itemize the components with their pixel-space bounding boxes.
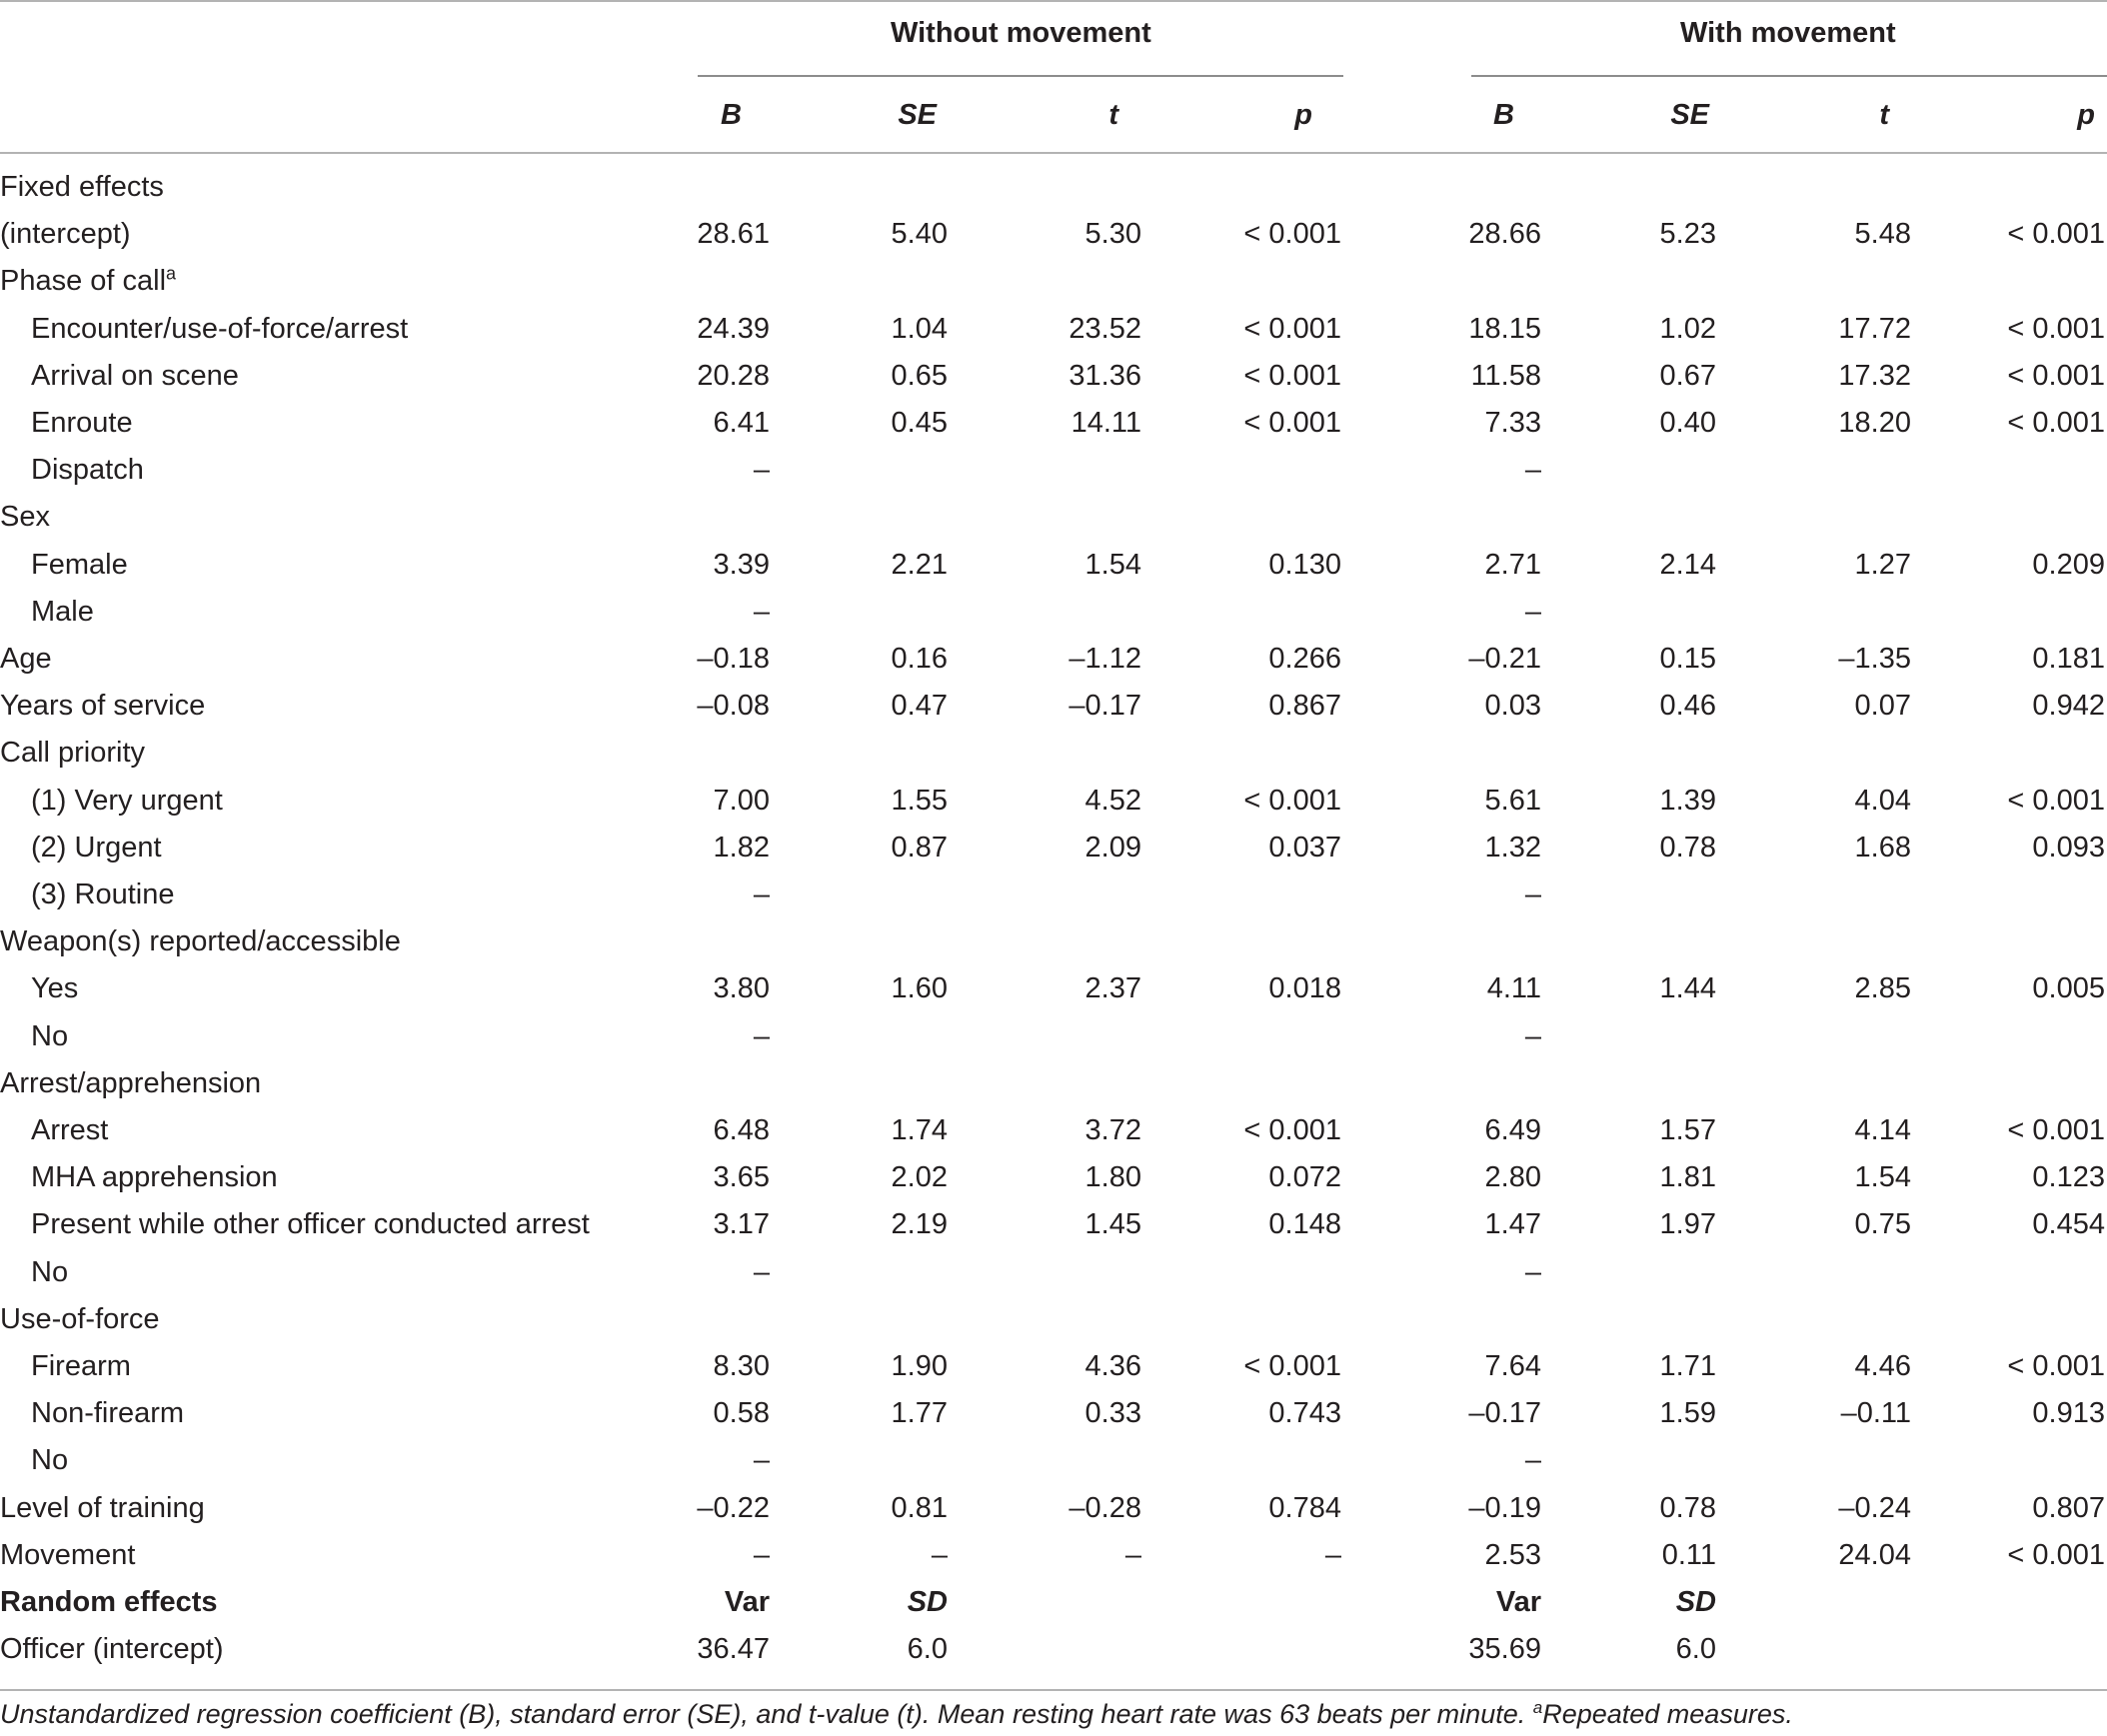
table-cell: 1.80	[1084, 1161, 1141, 1194]
table-cell: < 0.001	[2007, 1114, 2105, 1146]
table-cell: –	[931, 1538, 948, 1571]
table-cell: 1.82	[713, 831, 770, 864]
table-cell: 0.67	[1659, 359, 1716, 392]
column-header-t-with: t	[1879, 99, 1889, 131]
row-label	[0, 918, 401, 965]
table-cell: 0.130	[1268, 548, 1341, 581]
table-cell: 2.80	[1484, 1161, 1541, 1194]
table-cell: 0.47	[891, 690, 948, 723]
row-label	[0, 494, 50, 541]
row-label	[31, 1107, 108, 1154]
table-cell: 0.454	[2032, 1208, 2105, 1241]
table-cell: 0.15	[1659, 643, 1716, 675]
row-label	[31, 1437, 68, 1484]
table-cell: < 0.001	[1243, 784, 1341, 817]
table-cell: 0.867	[1268, 690, 1341, 723]
table-cell: Var	[1495, 1586, 1541, 1618]
table-cell: < 0.001	[2007, 312, 2105, 345]
table-cell: –	[1524, 1255, 1541, 1288]
row-label	[0, 1485, 205, 1532]
group-rule-with-movement	[1471, 75, 2107, 77]
row-label	[31, 1013, 68, 1060]
table-cell: 20.28	[697, 359, 770, 392]
table-cell: –	[1524, 595, 1541, 628]
table-cell: –	[753, 1255, 770, 1288]
table-cell: 0.58	[713, 1397, 770, 1430]
table-cell: < 0.001	[2007, 359, 2105, 392]
table-cell: 24.39	[697, 312, 770, 345]
table-cell: 2.19	[891, 1208, 948, 1241]
table-cell: 0.03	[1484, 690, 1541, 723]
table-bottom-rule	[0, 1689, 2107, 1691]
table-cell: –1.12	[1068, 643, 1141, 675]
table-cell: 1.27	[1854, 548, 1911, 581]
table-row	[0, 1060, 2107, 1107]
table-cell: 0.07	[1854, 690, 1911, 723]
row-label-text: (3) Routine	[31, 878, 175, 910]
row-label-text: Female	[31, 548, 128, 581]
row-label	[31, 1201, 590, 1248]
table-cell: 1.55	[891, 784, 948, 817]
column-header-t-without: t	[1108, 99, 1118, 131]
table-row	[0, 1485, 2107, 1532]
table-cell: < 0.001	[1243, 359, 1341, 392]
table-cell: 1.57	[1659, 1114, 1716, 1146]
row-label	[0, 258, 176, 305]
row-label	[0, 1579, 218, 1626]
row-label	[0, 1626, 223, 1673]
table-cell: 1.54	[1854, 1161, 1911, 1194]
group-title-without-movement: Without movement	[891, 17, 1151, 49]
table-cell: 1.71	[1659, 1350, 1716, 1382]
table-row	[0, 1107, 2107, 1154]
table-cell: 23.52	[1068, 312, 1141, 345]
row-label-text: (2) Urgent	[31, 831, 162, 864]
table-cell: < 0.001	[2007, 218, 2105, 251]
table-cell: 3.72	[1084, 1114, 1141, 1146]
column-header-p-with: p	[2077, 99, 2095, 131]
table-cell: 6.41	[713, 407, 770, 439]
table-cell: 6.0	[907, 1633, 948, 1666]
table-row	[0, 211, 2107, 258]
table-cell: 3.39	[713, 548, 770, 581]
row-label	[0, 1060, 261, 1107]
table-cell: 5.61	[1484, 784, 1541, 817]
table-cell: –	[1524, 1019, 1541, 1052]
table-cell: 0.46	[1659, 690, 1716, 723]
table-row	[0, 589, 2107, 636]
table-cell: –	[753, 1019, 770, 1052]
table-cell: 4.11	[1486, 972, 1541, 1005]
table-row	[0, 1390, 2107, 1437]
table-cell: 5.30	[1084, 218, 1141, 251]
table-cell: –0.24	[1838, 1491, 1911, 1524]
group-title-with-movement: With movement	[1680, 17, 1896, 49]
row-label-text: Enroute	[31, 407, 133, 439]
table-cell: 0.018	[1268, 972, 1341, 1005]
table-cell: –0.19	[1468, 1491, 1541, 1524]
group-rule-without-movement	[698, 75, 1343, 77]
row-label-text: Arrest	[31, 1114, 109, 1146]
table-cell: 1.47	[1484, 1208, 1541, 1241]
row-label-text: Sex	[0, 501, 50, 534]
table-cell: 28.66	[1468, 218, 1541, 251]
table-cell: 0.784	[1268, 1491, 1341, 1524]
row-label	[0, 636, 52, 683]
table-cell: 2.85	[1854, 972, 1911, 1005]
row-label-text: Officer (intercept)	[0, 1633, 224, 1666]
table-cell: 6.48	[713, 1114, 770, 1146]
row-label-text: Male	[31, 595, 94, 628]
table-cell: 0.11	[1661, 1538, 1716, 1571]
table-row	[0, 306, 2107, 353]
table-row	[0, 1437, 2107, 1484]
row-label	[0, 683, 205, 730]
table-cell: –1.35	[1838, 643, 1911, 675]
table-footnote	[0, 1699, 1793, 1730]
row-label-text: Non-firearm	[31, 1397, 185, 1430]
table-cell: 18.15	[1468, 312, 1541, 345]
table-cell: 0.40	[1659, 407, 1716, 439]
table-cell: –0.17	[1068, 690, 1141, 723]
table-cell: SD	[1675, 1586, 1716, 1618]
table-cell: 0.209	[2032, 548, 2105, 581]
table-cell: SD	[907, 1586, 948, 1618]
table-cell: 3.80	[713, 972, 770, 1005]
table-cell: 2.53	[1484, 1538, 1541, 1571]
table-cell: –	[753, 1444, 770, 1477]
row-label-text: Present while other officer conducted arrest	[31, 1208, 590, 1241]
table-cell: 1.54	[1084, 548, 1141, 581]
row-label-text: (1) Very urgent	[31, 784, 223, 817]
table-cell: < 0.001	[2007, 407, 2105, 439]
row-label	[31, 306, 408, 353]
table-cell: < 0.001	[1243, 1350, 1341, 1382]
table-cell: 1.81	[1659, 1161, 1716, 1194]
table-row	[0, 353, 2107, 400]
table-cell: 0.072	[1268, 1161, 1341, 1194]
column-header-p-without: p	[1294, 99, 1312, 131]
table-row	[0, 1013, 2107, 1060]
table-cell: < 0.001	[1243, 312, 1341, 345]
row-label	[31, 400, 133, 447]
table-cell: 7.33	[1484, 407, 1541, 439]
table-cell: –	[1524, 1444, 1541, 1477]
row-label-text: Encounter/use-of-force/arrest	[31, 312, 409, 345]
table-cell: 0.78	[1659, 831, 1716, 864]
table-cell: 0.093	[2032, 831, 2105, 864]
table-row	[0, 1626, 2107, 1673]
table-cell: –	[1324, 1538, 1341, 1571]
table-row	[0, 494, 2107, 541]
row-label	[0, 1532, 135, 1579]
row-label	[0, 211, 131, 258]
table-cell: 0.78	[1659, 1491, 1716, 1524]
table-cell: –	[753, 454, 770, 487]
table-cell: 1.32	[1484, 831, 1541, 864]
table-cell: 2.02	[891, 1161, 948, 1194]
column-header-b-without: B	[721, 99, 742, 131]
table-cell: 0.16	[891, 643, 948, 675]
table-cell: 6.49	[1484, 1114, 1541, 1146]
row-label-text: Level of training	[0, 1491, 205, 1524]
table-cell: –0.21	[1468, 643, 1541, 675]
table-cell: 2.14	[1659, 548, 1716, 581]
table-cell: 2.71	[1484, 548, 1541, 581]
table-row	[0, 871, 2107, 918]
table-row	[0, 1343, 2107, 1390]
table-cell: 31.36	[1068, 359, 1141, 392]
row-label-text: Call priority	[0, 737, 146, 770]
row-label-text: Yes	[31, 972, 79, 1005]
row-label	[31, 1343, 131, 1390]
table-cell: 5.40	[891, 218, 948, 251]
table-row	[0, 778, 2107, 825]
table-row	[0, 683, 2107, 730]
table-cell: 7.00	[713, 784, 770, 817]
table-cell: 8.30	[713, 1350, 770, 1382]
table-cell: 1.77	[891, 1397, 948, 1430]
table-row	[0, 825, 2107, 871]
row-label-text: Years of service	[0, 690, 206, 723]
table-cell: 2.09	[1084, 831, 1141, 864]
row-label	[31, 965, 78, 1012]
table-cell: 4.04	[1854, 784, 1911, 817]
table-row	[0, 1201, 2107, 1248]
table-cell: 1.74	[891, 1114, 948, 1146]
table-cell: 4.14	[1854, 1114, 1911, 1146]
row-label	[31, 1154, 278, 1201]
table-cell: –0.28	[1068, 1491, 1141, 1524]
table-cell: 1.68	[1854, 831, 1911, 864]
table-cell: 0.005	[2032, 972, 2105, 1005]
table-cell: 36.47	[697, 1633, 770, 1666]
row-label	[31, 447, 144, 494]
row-label-text: No	[31, 1444, 69, 1477]
row-label	[31, 1390, 184, 1437]
table-cell: –	[1524, 454, 1541, 487]
table-cell: 1.90	[891, 1350, 948, 1382]
table-row	[0, 1532, 2107, 1579]
table-cell: 7.64	[1484, 1350, 1541, 1382]
table-cell: < 0.001	[2007, 784, 2105, 817]
row-label	[31, 589, 94, 636]
table-cell: –0.22	[697, 1491, 770, 1524]
table-cell: 5.48	[1854, 218, 1911, 251]
table-cell: 4.46	[1854, 1350, 1911, 1382]
table-cell: 1.39	[1659, 784, 1716, 817]
table-row	[0, 542, 2107, 589]
row-label	[0, 164, 164, 211]
table-cell: 1.45	[1084, 1208, 1141, 1241]
table-cell: 0.743	[1268, 1397, 1341, 1430]
table-cell: 1.97	[1659, 1208, 1716, 1241]
column-header-se-with: SE	[1670, 99, 1709, 131]
table-cell: 0.75	[1854, 1208, 1911, 1241]
table-row	[0, 258, 2107, 305]
table-cell: 0.45	[891, 407, 948, 439]
row-label-text: Random effects	[0, 1586, 218, 1618]
table-cell: –	[1524, 878, 1541, 910]
table-cell: 0.148	[1268, 1208, 1341, 1241]
table-row	[0, 1154, 2107, 1201]
row-label-text: No	[31, 1019, 69, 1052]
table-cell: 1.02	[1659, 312, 1716, 345]
table-cell: 6.0	[1675, 1633, 1716, 1666]
row-label-text: Firearm	[31, 1350, 131, 1382]
table-cell: Var	[724, 1586, 770, 1618]
row-label-text: Dispatch	[31, 454, 144, 487]
table-row	[0, 636, 2107, 683]
table-cell: –0.11	[1840, 1397, 1911, 1430]
footnote-text: Unstandardized regression coefficient (B), standard error (SE), and t-value (t). Mean resting heart rate was 63 beats per minute.	[0, 1699, 1533, 1729]
table-cell: –	[753, 595, 770, 628]
row-label	[31, 542, 128, 589]
table-cell: 0.807	[2032, 1491, 2105, 1524]
table-cell: 17.72	[1838, 312, 1911, 345]
row-label	[0, 1296, 160, 1343]
table-cell: 28.61	[697, 218, 770, 251]
table-cell: 0.87	[891, 831, 948, 864]
table-cell: 1.59	[1659, 1397, 1716, 1430]
table-cell: –0.17	[1468, 1397, 1541, 1430]
table-cell: < 0.001	[2007, 1350, 2105, 1382]
table-row	[0, 730, 2107, 777]
footnote-tail: Repeated measures.	[1542, 1699, 1793, 1729]
row-label-text: Arrest/apprehension	[0, 1066, 262, 1099]
table-row	[0, 965, 2107, 1012]
table-cell: 0.123	[2032, 1161, 2105, 1194]
table-cell: 0.266	[1268, 643, 1341, 675]
table-cell: –	[1124, 1538, 1141, 1571]
table-cell: 0.913	[2032, 1397, 2105, 1430]
table-cell: 2.21	[891, 548, 948, 581]
row-label-text: No	[31, 1255, 69, 1288]
header-bottom-rule	[0, 152, 2107, 154]
table-cell: 1.04	[891, 312, 948, 345]
table-cell: 4.36	[1084, 1350, 1141, 1382]
table-cell: 3.65	[713, 1161, 770, 1194]
table-cell: < 0.001	[1243, 1114, 1341, 1146]
table-top-rule	[0, 0, 2107, 2]
table-cell: < 0.001	[2007, 1538, 2105, 1571]
row-label	[0, 730, 145, 777]
table-cell: 1.44	[1659, 972, 1716, 1005]
footnote-superscript: a	[1532, 1698, 1543, 1717]
table-cell: –	[753, 1538, 770, 1571]
table-cell: 3.17	[713, 1208, 770, 1241]
table-row	[0, 918, 2107, 965]
table-row	[0, 1579, 2107, 1626]
row-label-superscript: a	[166, 263, 177, 284]
table-row	[0, 447, 2107, 494]
table-cell: 5.23	[1659, 218, 1716, 251]
table-cell: < 0.001	[1243, 407, 1341, 439]
row-label	[31, 871, 174, 918]
row-label	[31, 1249, 68, 1296]
row-label-text: Movement	[0, 1538, 136, 1571]
table-cell: < 0.001	[1243, 218, 1341, 251]
table-cell: 18.20	[1838, 407, 1911, 439]
table-row	[0, 400, 2107, 447]
table-cell: 14.11	[1070, 407, 1141, 439]
table-cell: 1.60	[891, 972, 948, 1005]
table-cell: 2.37	[1084, 972, 1141, 1005]
table-cell: 0.181	[2032, 643, 2105, 675]
row-label-text: Age	[0, 643, 52, 675]
table-cell: 35.69	[1468, 1633, 1541, 1666]
table-cell: 0.942	[2032, 690, 2105, 723]
table-cell: 0.81	[891, 1491, 948, 1524]
table-cell: 0.65	[891, 359, 948, 392]
table-cell: –	[753, 878, 770, 910]
row-label	[31, 353, 239, 400]
row-label-text: Arrival on scene	[31, 359, 239, 392]
row-label-text: Use-of-force	[0, 1302, 160, 1335]
row-label-text: MHA apprehension	[31, 1161, 278, 1194]
table-cell: 0.33	[1084, 1397, 1141, 1430]
table-row	[0, 1249, 2107, 1296]
column-header-b-with: B	[1493, 99, 1514, 131]
row-label-text: Weapon(s) reported/accessible	[0, 925, 401, 958]
row-label	[31, 825, 162, 871]
table-cell: 11.58	[1470, 359, 1541, 392]
table-cell: –0.08	[697, 690, 770, 723]
table-cell: –0.18	[697, 643, 770, 675]
table-cell: 0.037	[1268, 831, 1341, 864]
table-cell: 17.32	[1838, 359, 1911, 392]
row-label	[31, 778, 223, 825]
table-cell: 24.04	[1838, 1538, 1911, 1571]
table-row	[0, 164, 2107, 211]
table-cell: 4.52	[1084, 784, 1141, 817]
row-label-text: Fixed effects	[0, 171, 164, 203]
table-row	[0, 1296, 2107, 1343]
column-header-se-without: SE	[898, 99, 937, 131]
row-label-text: (intercept)	[0, 218, 131, 251]
row-label-text: Phase of call	[0, 265, 167, 298]
